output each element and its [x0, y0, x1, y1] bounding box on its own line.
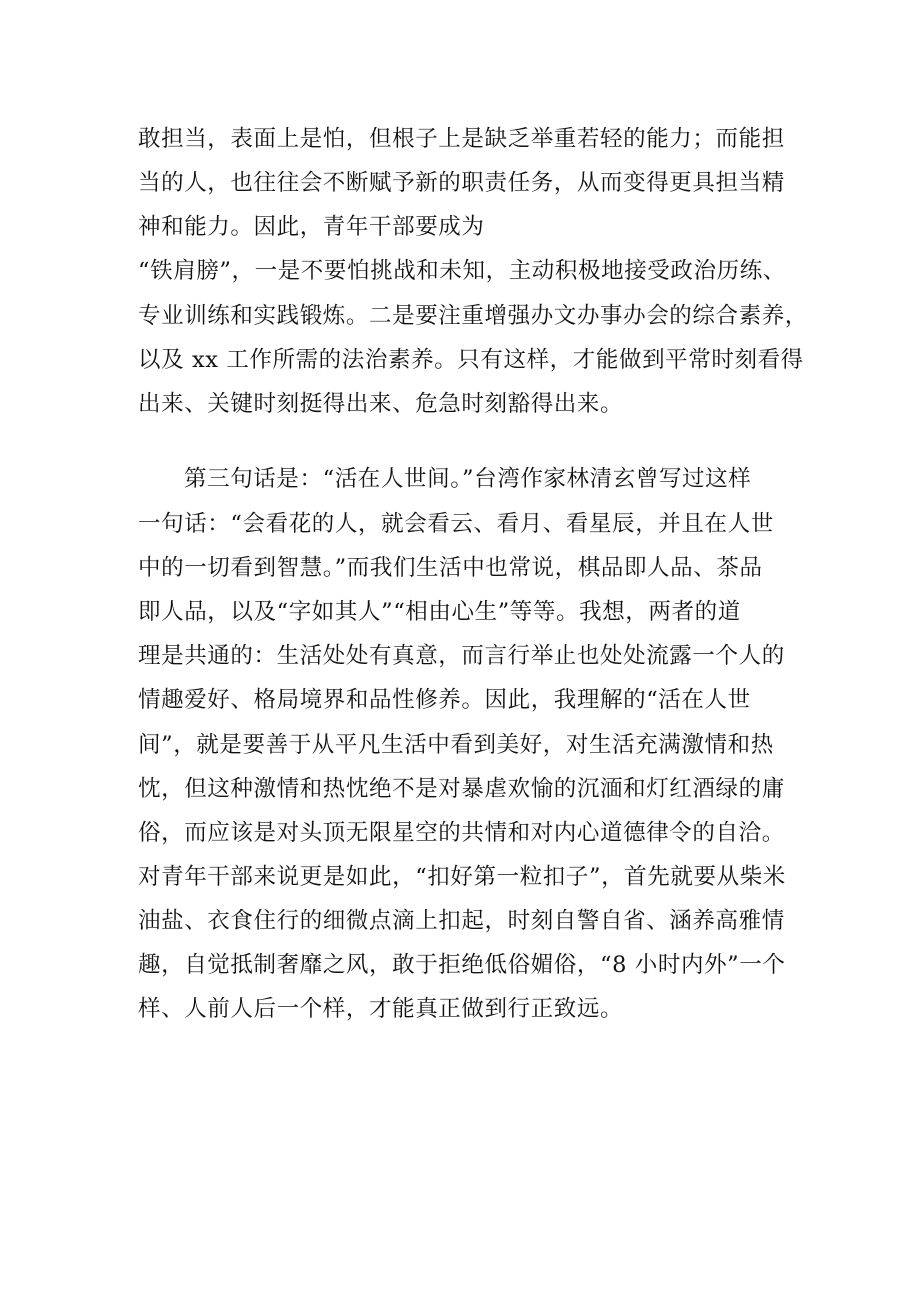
text-line: 理是共通的：生活处处有真意，而言行举止也处处流露一个人的	[138, 643, 785, 669]
text-line: 敢担当，表面上是怕，但根子上是缺乏举重若轻的能力；而能担	[138, 126, 785, 152]
text-line: 出来、关键时刻挺得出来、危急时刻豁得出来。	[138, 391, 624, 417]
text-line: “铁肩膀”，一是不要怕挑战和未知，主动积极地接受政治历练、	[138, 258, 786, 284]
text-line: 油盐、衣食住行的细微点滴上扣起，时刻自警自省、涵养高雅情	[138, 908, 785, 934]
text-line: 样、人前人后一个样，才能真正做到行正致远。	[138, 996, 624, 1022]
text-line: 对青年干部来说更是如此，“扣好第一粒扣子”，首先就要从柴米	[138, 864, 786, 890]
text-line: 即人品，以及“字如其人”“相由心生”等等。我想，两者的道	[138, 599, 741, 625]
text-line: 情趣爱好、格局境界和品性修养。因此，我理解的“活在人世	[138, 687, 751, 713]
text-line: 当的人，也往往会不断赋予新的职责任务，从而变得更具担当精	[138, 170, 785, 196]
text-line: 专业训练和实践锻炼。二是要注重增强办文办事办会的综合素养，	[138, 303, 808, 329]
text-line: 神和能力。因此，青年干部要成为	[138, 214, 485, 240]
text-line: 俗，而应该是对头顶无限星空的共情和对内心道德律令的自洽。	[138, 820, 785, 846]
text-line: 忱，但这种激情和热忱绝不是对暴虐欢愉的沉湎和灯红酒绿的庸	[138, 776, 785, 802]
text-line: 一句话：“会看花的人，就会看云、看月、看星辰，并且在人世	[138, 511, 774, 537]
text-line: 以及 xx 工作所需的法治素养。只有这样，才能做到平常时刻看得	[138, 347, 804, 373]
text-line: 间”，就是要善于从平凡生活中看到美好，对生活充满激情和热	[138, 732, 774, 758]
text-line: 趣，自觉抵制奢靡之风，敢于拒绝低俗媚俗，“8 小时内外”一个	[138, 952, 786, 978]
paragraph-first-line: 第三句话是：“活在人世间。”台湾作家林清玄曾写过这样	[184, 466, 752, 492]
text-line: 中的一切看到智慧。”而我们生活中也常说，棋品即人品、茶品	[138, 555, 763, 581]
